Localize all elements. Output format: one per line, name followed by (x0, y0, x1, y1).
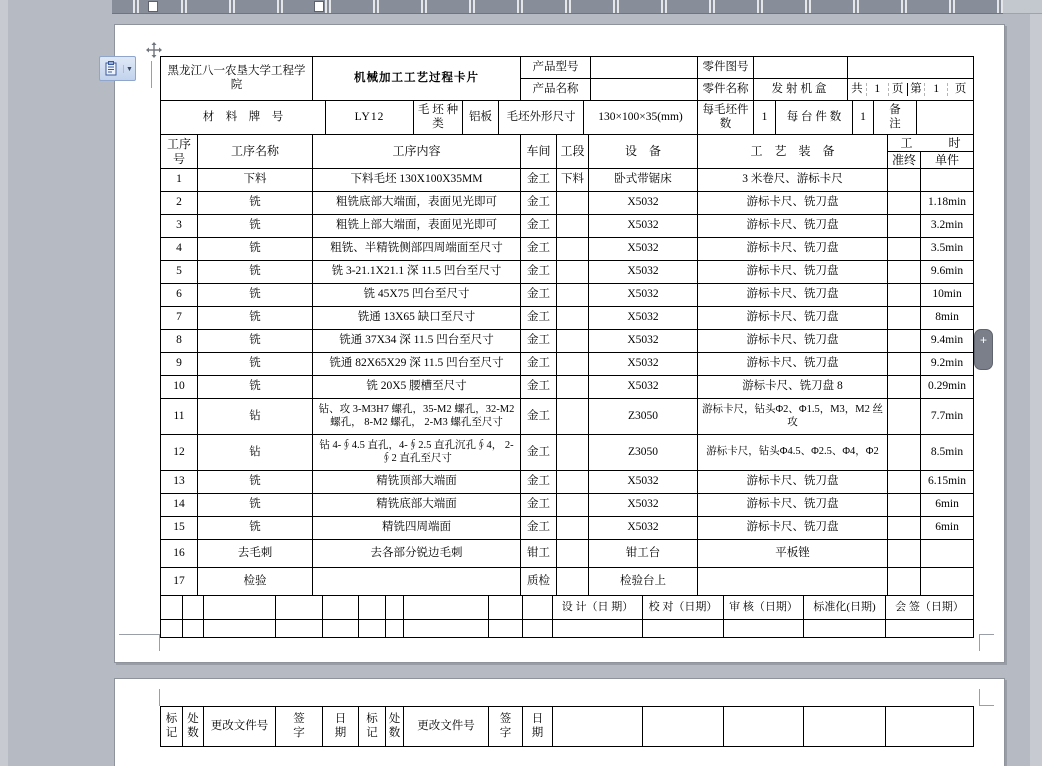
footer-empty-cell (359, 620, 386, 638)
op-content-cell: 粗铣上部大端面，表面见光即可 (313, 215, 521, 238)
op-content-cell (313, 568, 521, 596)
part-drawing-no-value (754, 57, 848, 79)
prep-time-cell (888, 215, 921, 238)
unit-time-cell: 9.2min (921, 353, 974, 376)
pieces-per-blank-value: 1 (754, 101, 776, 135)
section-cell (557, 471, 589, 494)
signature-label-cell: 审 核（日期） (724, 596, 804, 620)
card-title: 机械加工工艺过程卡片 (313, 57, 521, 101)
dept-cell: 金工 (521, 435, 557, 471)
op-name-cell: 铣 (198, 376, 313, 399)
signature-label-cell: 标准化(日期) (804, 596, 886, 620)
header-time: 工 时 (888, 135, 974, 152)
footer-empty-cell (386, 596, 404, 620)
pagination-cells (848, 83, 973, 97)
op-number-cell: 10 (161, 376, 198, 399)
footer-empty-cell (523, 620, 553, 638)
left-edge-strip (0, 0, 8, 766)
remark-value (917, 101, 974, 135)
pagination-segment: 页 (947, 83, 973, 97)
page-2 (114, 678, 1005, 766)
revision-label-cell: 标记 (161, 707, 183, 747)
material-grade-value: LY12 (326, 101, 414, 135)
part-name-label: 零件名称 (698, 79, 754, 101)
revision-label-cell: 日期 (323, 707, 359, 747)
prep-time-cell (888, 192, 921, 215)
dept-cell: 金工 (521, 215, 557, 238)
margin-mark-top-left (151, 61, 152, 88)
op-number-cell: 14 (161, 494, 198, 517)
footer-body (161, 596, 974, 638)
op-name-cell: 去毛刺 (198, 540, 313, 568)
equipment-cell: X5032 (589, 330, 698, 353)
prep-time-cell (888, 540, 921, 568)
product-model-value (591, 57, 698, 79)
dept-cell: 质检 (521, 568, 557, 596)
equipment-cell: X5032 (589, 215, 698, 238)
op-name-cell: 铣 (198, 215, 313, 238)
margin-mark-top-left-p2 (159, 689, 160, 706)
revision-label-cell: 签字 (276, 707, 323, 747)
op-number-cell: 3 (161, 215, 198, 238)
dept-cell: 金工 (521, 307, 557, 330)
dept-cell: 金工 (521, 261, 557, 284)
op-number-cell: 4 (161, 238, 198, 261)
process-row (161, 540, 974, 568)
pagination-segment: 共 (851, 82, 863, 95)
tooling-cell: 游标卡尺、铣刀盘 8 (698, 376, 888, 399)
prep-time-cell (888, 238, 921, 261)
margin-mark-bottom-left (119, 634, 160, 651)
process-row (161, 169, 974, 192)
prep-time-cell (888, 376, 921, 399)
op-number-cell: 15 (161, 517, 198, 540)
prep-time-cell (888, 494, 921, 517)
signature-label-cell: 校 对（日期） (643, 596, 724, 620)
tooling-cell: 游标卡尺、铣刀盘 (698, 494, 888, 517)
op-name-cell: 铣 (198, 238, 313, 261)
op-content-cell: 铣通 37X34 深 11.5 凹台至尺寸 (313, 330, 521, 353)
pagination-segment: 1 (924, 83, 947, 97)
op-content-cell: 钻、攻 3-M3H7 螺孔，35-M2 螺孔，32-M2 螺孔， 8-M2 螺孔， 2-M3 螺孔至尺寸 (313, 399, 521, 435)
pagination-cell (848, 79, 974, 101)
dept-cell: 金工 (521, 353, 557, 376)
footer-empty-cell (276, 596, 323, 620)
paste-options-button[interactable] (99, 56, 136, 81)
footer-empty-cell (204, 620, 276, 638)
dept-cell: 金工 (521, 517, 557, 540)
process-row (161, 192, 974, 215)
equipment-cell: 钳工台 (589, 540, 698, 568)
process-row (161, 284, 974, 307)
revision-empty-cell (643, 707, 724, 747)
prep-time-cell (888, 435, 921, 471)
tooling-cell: 平板锉 (698, 540, 888, 568)
unit-time-cell (921, 169, 974, 192)
unit-time-cell: 1.18min (921, 192, 974, 215)
section-cell (557, 399, 589, 435)
op-content-cell: 铣 45X75 凹台至尺寸 (313, 284, 521, 307)
op-name-cell: 铣 (198, 494, 313, 517)
footer-empty-cell (183, 596, 204, 620)
op-name-cell: 铣 (198, 261, 313, 284)
tooling-cell: 游标卡尺、铣刀盘 (698, 192, 888, 215)
op-number-cell: 13 (161, 471, 198, 494)
dept-cell: 金工 (521, 238, 557, 261)
op-number-cell: 1 (161, 169, 198, 192)
margin-mark-bottom-right (979, 634, 994, 651)
op-number-cell: 9 (161, 353, 198, 376)
prep-time-cell (888, 353, 921, 376)
process-row (161, 261, 974, 284)
op-name-cell: 铣 (198, 517, 313, 540)
product-name-label: 产品名称 (521, 79, 591, 101)
revision-label-cell: 处数 (183, 707, 204, 747)
process-row (161, 330, 974, 353)
header-section: 工段 (557, 135, 589, 169)
unit-time-cell: 6min (921, 494, 974, 517)
tooling-cell: 游标卡尺、铣刀盘 (698, 353, 888, 376)
unit-time-cell: 0.29min (921, 376, 974, 399)
process-table-body (161, 169, 974, 596)
paste-options-dropdown-arrow[interactable]: ▼ (123, 65, 135, 73)
section-cell (557, 435, 589, 471)
op-name-cell: 铣 (198, 330, 313, 353)
footer-empty-cell (183, 620, 204, 638)
revision-label-cell: 签字 (489, 707, 523, 747)
unit-time-cell: 8.5min (921, 435, 974, 471)
op-name-cell: 铣 (198, 353, 313, 376)
op-number-cell: 6 (161, 284, 198, 307)
horizontal-ruler[interactable] (112, 0, 1003, 14)
revision-empty-cell (804, 707, 886, 747)
op-name-cell: 铣 (198, 471, 313, 494)
product-name-value (591, 79, 698, 101)
tooling-cell: 游标卡尺、铣刀盘 (698, 517, 888, 540)
equipment-cell: X5032 (589, 307, 698, 330)
footer-empty-cell (323, 596, 359, 620)
section-cell (557, 540, 589, 568)
op-content-cell: 钻 4-∮4.5 直孔，4-∮2.5 直孔沉孔∮4， 2-∮2 直孔至尺寸 (313, 435, 521, 471)
prep-time-cell (888, 568, 921, 596)
unit-time-cell (921, 568, 974, 596)
footer-empty-cell (161, 596, 183, 620)
op-name-cell: 铣 (198, 284, 313, 307)
unit-time-cell (921, 540, 974, 568)
revision-empty-cell (886, 707, 974, 747)
process-row (161, 435, 974, 471)
unit-time-cell: 9.6min (921, 261, 974, 284)
op-content-cell: 铣 20X5 腰槽至尺寸 (313, 376, 521, 399)
prep-time-cell (888, 517, 921, 540)
section-cell (557, 192, 589, 215)
revision-label-cell: 处数 (386, 707, 404, 747)
footer-empty-cell (386, 620, 404, 638)
op-content-cell: 铣通 82X65X29 深 11.5 凹台至尺寸 (313, 353, 521, 376)
op-name-cell: 检验 (198, 568, 313, 596)
process-row (161, 376, 974, 399)
right-scrollbar-track[interactable] (1030, 0, 1042, 766)
part-drawing-no-label: 零件图号 (698, 57, 754, 79)
tooling-cell: 游标卡尺，钻头Φ4.5、Φ2.5、Φ4，Φ2 (698, 435, 888, 471)
table-move-handle-icon[interactable] (146, 42, 162, 58)
process-row (161, 238, 974, 261)
footer-empty-cell (553, 620, 643, 638)
dept-cell: 金工 (521, 494, 557, 517)
process-row (161, 494, 974, 517)
tooling-cell: 游标卡尺、铣刀盘 (698, 330, 888, 353)
dept-cell: 金工 (521, 376, 557, 399)
plus-icon: + (979, 333, 987, 347)
section-cell (557, 215, 589, 238)
revision-label-cell: 更改文件号 (404, 707, 489, 747)
op-content-cell: 铣 3-21.1X21.1 深 11.5 凹台至尺寸 (313, 261, 521, 284)
revision-label-cell: 标记 (359, 707, 386, 747)
op-number-cell: 8 (161, 330, 198, 353)
process-row (161, 517, 974, 540)
prep-time-cell (888, 261, 921, 284)
tooling-cell: 游标卡尺、铣刀盘 (698, 261, 888, 284)
op-name-cell: 铣 (198, 192, 313, 215)
op-number-cell: 7 (161, 307, 198, 330)
op-content-cell: 精铣顶部大端面 (313, 471, 521, 494)
product-model-label: 产品型号 (521, 57, 591, 79)
unit-time-cell: 3.2min (921, 215, 974, 238)
process-row (161, 307, 974, 330)
footer-empty-cell (489, 620, 523, 638)
dept-cell: 金工 (521, 330, 557, 353)
pagination-segment: 1 (866, 83, 888, 97)
process-row (161, 215, 974, 238)
equipment-cell: X5032 (589, 192, 698, 215)
equipment-cell: X5032 (589, 261, 698, 284)
op-content-cell: 精铣四周端面 (313, 517, 521, 540)
footer-empty-cell (804, 620, 886, 638)
section-cell (557, 376, 589, 399)
tooling-cell: 游标卡尺，钻头Φ2、Φ1.5，M3，M2 丝攻 (698, 399, 888, 435)
prep-time-cell (888, 330, 921, 353)
header-equipment: 设 备 (589, 135, 698, 169)
footer-empty-cell (643, 620, 724, 638)
op-name-cell: 下料 (198, 169, 313, 192)
section-cell (557, 238, 589, 261)
prep-time-cell (888, 471, 921, 494)
op-number-cell: 11 (161, 399, 198, 435)
equipment-cell: X5032 (589, 471, 698, 494)
footer-empty-cell (323, 620, 359, 638)
process-table (160, 134, 974, 596)
revision-label-cell: 日期 (523, 707, 553, 747)
header-tooling: 工 艺 装 备 (698, 135, 888, 169)
equipment-cell: Z3050 (589, 399, 698, 435)
blank-size-value: 130×100×35(mm) (584, 101, 698, 135)
footer-empty-cell (404, 620, 489, 638)
section-cell: 下料 (557, 169, 589, 192)
pieces-per-unit-label: 每 台 件 数 (776, 101, 853, 135)
prep-time-cell (888, 284, 921, 307)
header-op-number: 工序号 (161, 135, 198, 169)
footer-empty-cell (523, 596, 553, 620)
scrollbar-thumb-button[interactable] (974, 329, 993, 370)
prep-time-cell (888, 399, 921, 435)
header-blank-cell (848, 57, 974, 79)
header-prep-time: 准终 (888, 152, 921, 169)
process-row (161, 471, 974, 494)
pieces-per-blank-label: 每毛坯件数 (698, 101, 754, 135)
process-row (161, 353, 974, 376)
dept-cell: 金工 (521, 399, 557, 435)
signature-label-cell: 设 计（日 期） (553, 596, 643, 620)
section-cell (557, 307, 589, 330)
section-cell (557, 284, 589, 307)
prep-time-cell (888, 307, 921, 330)
tooling-cell: 游标卡尺、铣刀盘 (698, 215, 888, 238)
footer-empty-cell (724, 620, 804, 638)
footer-empty-cell (359, 596, 386, 620)
school-name: 黑龙江八一农垦大学工程学院 (161, 57, 313, 101)
footer-empty-cell (161, 620, 183, 638)
revision-label-cell: 更改文件号 (204, 707, 276, 747)
paste-clipboard-icon (100, 61, 123, 76)
unit-time-cell: 10min (921, 284, 974, 307)
prep-time-cell (888, 169, 921, 192)
dept-cell: 金工 (521, 284, 557, 307)
signature-label-cell: 会 签（日期） (886, 596, 974, 620)
blank-size-label: 毛坯外形尺寸 (499, 101, 584, 135)
card-header-table (160, 56, 974, 101)
equipment-cell: X5032 (589, 517, 698, 540)
op-content-cell: 粗铣、半精铣侧部四周端面至尺寸 (313, 238, 521, 261)
tooling-cell: 3 米卷尺、游标卡尺 (698, 169, 888, 192)
section-cell (557, 494, 589, 517)
header-op-content: 工序内容 (313, 135, 521, 169)
part-name-value: 发射机盒 (754, 79, 848, 101)
unit-time-cell: 3.5min (921, 238, 974, 261)
equipment-cell: X5032 (589, 376, 698, 399)
op-name-cell: 钻 (198, 435, 313, 471)
op-number-cell: 2 (161, 192, 198, 215)
tooling-cell: 游标卡尺、铣刀盘 (698, 238, 888, 261)
equipment-cell: X5032 (589, 284, 698, 307)
op-content-cell: 下料毛坯 130X100X35MM (313, 169, 521, 192)
margin-mark-top-right-p2 (979, 689, 994, 706)
footer-empty-cell (276, 620, 323, 638)
op-content-cell: 粗铣底部大端面，表面见光即可 (313, 192, 521, 215)
material-row-table (160, 100, 974, 135)
unit-time-cell: 6.15min (921, 471, 974, 494)
footer-empty-cell (204, 596, 276, 620)
pieces-per-unit-value: 1 (853, 101, 874, 135)
blank-type-value: 铝板 (463, 101, 499, 135)
equipment-cell: Z3050 (589, 435, 698, 471)
tooling-cell: 游标卡尺、铣刀盘 (698, 284, 888, 307)
op-name-cell: 钻 (198, 399, 313, 435)
header-unit-time: 单件 (921, 152, 974, 169)
revision-empty-cell (553, 707, 643, 747)
dept-cell: 金工 (521, 471, 557, 494)
equipment-cell: X5032 (589, 238, 698, 261)
equipment-cell: 卧式带锯床 (589, 169, 698, 192)
pagination-segment: 第 (907, 83, 925, 97)
dept-cell: 金工 (521, 192, 557, 215)
footer-empty-cell (489, 596, 523, 620)
revision-body (161, 707, 974, 747)
revision-table (160, 706, 974, 747)
process-row (161, 399, 974, 435)
op-number-cell: 17 (161, 568, 198, 596)
revision-block (160, 706, 974, 747)
footer-empty-cell (404, 596, 489, 620)
unit-time-cell: 6min (921, 517, 974, 540)
op-number-cell: 12 (161, 435, 198, 471)
page-1 (114, 24, 1005, 663)
ruler-end-segment (1003, 0, 1042, 14)
equipment-cell: X5032 (589, 494, 698, 517)
op-number-cell: 16 (161, 540, 198, 568)
equipment-cell: 检验台上 (589, 568, 698, 596)
equipment-cell: X5032 (589, 353, 698, 376)
unit-time-cell: 8min (921, 307, 974, 330)
header-op-name: 工序名称 (198, 135, 313, 169)
op-name-cell: 铣 (198, 307, 313, 330)
section-cell (557, 353, 589, 376)
op-content-cell: 精铣底部大端面 (313, 494, 521, 517)
op-number-cell: 5 (161, 261, 198, 284)
blank-type-label: 毛 坯 种 类 (414, 101, 463, 135)
section-cell (557, 517, 589, 540)
unit-time-cell: 7.7min (921, 399, 974, 435)
footer-table (160, 595, 974, 638)
process-card (160, 56, 974, 638)
tab-marker[interactable] (314, 1, 324, 12)
header-dept: 车间 (521, 135, 557, 169)
remark-label: 备注 (874, 101, 917, 135)
process-row (161, 568, 974, 596)
dept-cell: 钳工 (521, 540, 557, 568)
revision-empty-cell (724, 707, 804, 747)
tooling-cell: 游标卡尺、铣刀盘 (698, 307, 888, 330)
section-cell (557, 330, 589, 353)
op-content-cell: 铣通 13X65 缺口至尺寸 (313, 307, 521, 330)
op-content-cell: 去各部分锐边毛刺 (313, 540, 521, 568)
dept-cell: 金工 (521, 169, 557, 192)
tooling-cell: 游标卡尺、铣刀盘 (698, 471, 888, 494)
pagination-segment: 页 (888, 83, 907, 97)
indent-marker[interactable] (148, 1, 158, 12)
material-grade-label: 材 料 牌 号 (161, 101, 326, 135)
section-cell (557, 568, 589, 596)
tooling-cell (698, 568, 888, 596)
section-cell (557, 261, 589, 284)
footer-empty-cell (886, 620, 974, 638)
unit-time-cell: 9.4min (921, 330, 974, 353)
